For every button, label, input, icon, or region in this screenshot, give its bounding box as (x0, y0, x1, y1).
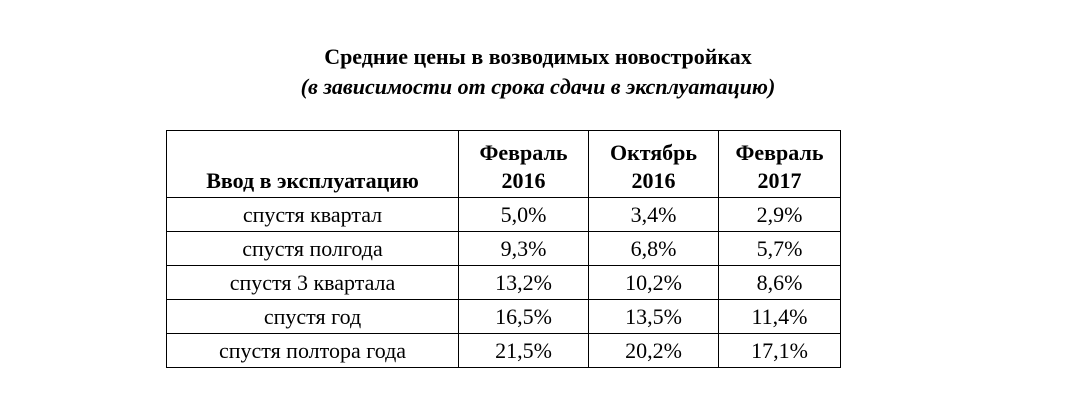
table-cell: 6,8% (589, 232, 719, 266)
table-cell: 21,5% (459, 334, 589, 368)
row-label: спустя полгода (167, 232, 459, 266)
header-year: 2016 (501, 168, 546, 193)
page-title: Средние цены в возводимых новостройках (324, 44, 752, 69)
price-table (166, 130, 841, 368)
table-row (167, 334, 841, 368)
header-month: Октябрь (609, 140, 698, 165)
table-cell: 2,9% (719, 198, 841, 232)
table-cell: 13,2% (459, 266, 589, 300)
table-cell: 20,2% (589, 334, 719, 368)
header-column (719, 131, 841, 198)
header-month: Февраль (735, 140, 824, 165)
row-label: спустя полтора года (167, 334, 459, 368)
table-cell: 13,5% (589, 300, 719, 334)
header-column (589, 131, 719, 198)
table-cell: 5,7% (719, 232, 841, 266)
table-cell: 9,3% (459, 232, 589, 266)
table-cell: 16,5% (459, 300, 589, 334)
header-commissioning: Ввод в эксплуатацию (167, 131, 459, 198)
table-cell: 8,6% (719, 266, 841, 300)
table-row (167, 232, 841, 266)
row-label: спустя квартал (167, 198, 459, 232)
header-year: 2017 (757, 168, 802, 193)
table-header-row (167, 131, 841, 198)
table-row (167, 266, 841, 300)
table-row (167, 198, 841, 232)
table-cell: 5,0% (459, 198, 589, 232)
table-row (167, 300, 841, 334)
page-subtitle: (в зависимости от срока сдачи в эксплуатацию) (300, 74, 776, 99)
header-month: Февраль (479, 140, 568, 165)
table-cell: 11,4% (719, 300, 841, 334)
row-label: спустя 3 квартала (167, 266, 459, 300)
table-cell: 17,1% (719, 334, 841, 368)
table-cell: 3,4% (589, 198, 719, 232)
header-column (459, 131, 589, 198)
header-year: 2016 (631, 168, 676, 193)
table-cell: 10,2% (589, 266, 719, 300)
row-label: спустя год (167, 300, 459, 334)
